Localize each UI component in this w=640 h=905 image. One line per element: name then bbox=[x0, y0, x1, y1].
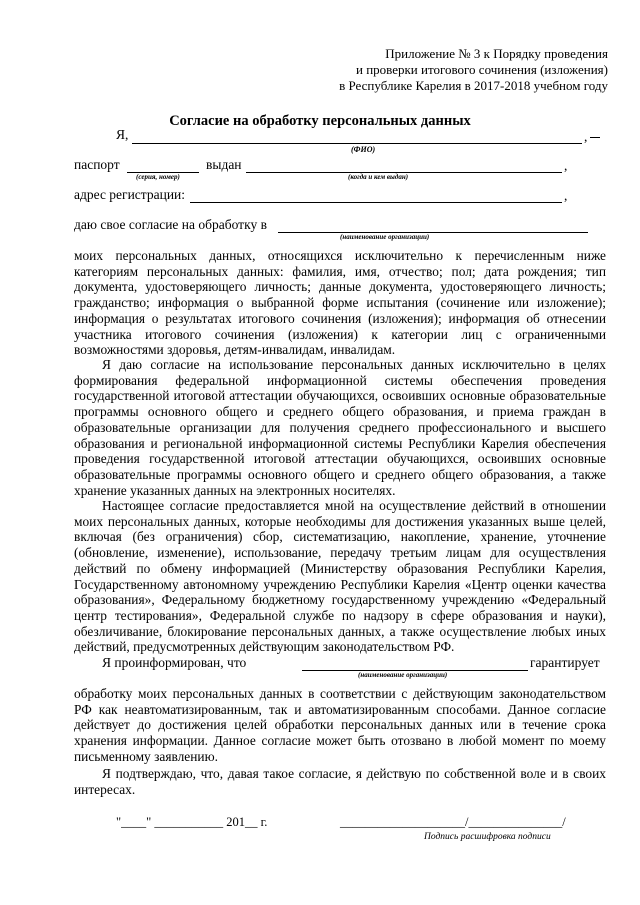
issued-comma: , bbox=[564, 158, 568, 173]
informed-label: Я проинформирован, что bbox=[102, 655, 247, 670]
consent-label: даю свое согласие на обработку в bbox=[74, 217, 267, 232]
issued-label: выдан bbox=[206, 157, 242, 172]
fio-field[interactable] bbox=[132, 143, 582, 144]
header-line-3: в Республике Карелия в 2017-2018 учебном году bbox=[339, 78, 608, 93]
paragraph-processing: обработку моих персональных данных в соответствии с действующим законодательством РФ как неавтоматизированным, так и автоматизированным способами. Данное согласие действует до достижения целей обработки персональных данных или в течение срока хранения информации. Данное согласие может быть отозвано в любой момент по моему письменному заявлению. bbox=[74, 686, 606, 764]
series-caption: (серия, номер) bbox=[136, 173, 180, 181]
organization-caption: (наименование организации) bbox=[340, 233, 430, 241]
paragraph-actions: Настоящее согласие предоставляется мной на осуществление действий в отношении моих персональных данных, которые необходимы для достижения указанных выше целей, включая (без ограничения) сбор, систематизацию, накопление, хранение, уточнение (обновление, изменение), использование, передачу третьим лицам для осуществления действий по обмену информацией (Министерству образования Республики Карелия, Государственному автономному учреждению Республики Карелия «Центр оценки качества образования», Федеральному бюджетному государственному учреждению «Федеральный центр тестирования», Федеральной службе по надзору в сфере образования и науки), обезличивание, блокирование персональных данных, а также осуществление любых иных действий, предусмотренных действующим законодательством РФ. bbox=[74, 498, 606, 655]
informed-caption: (наименование организации) bbox=[358, 671, 448, 679]
paragraph-purpose: Я даю согласие на использование персональных данных исключительно в целях формирования федеральной информационной системы обеспечения проведения государственной итоговой аттестации обучающихся, освоивших основные образовательные программы основного общего и среднего общего образования, и приема граждан в образовательные организации для получения среднего профессионального и высшего образования и региональной информационной системы Республики Карелия обеспечения проведения государственной итоговой аттестации обучающихся, освоивших основные образовательные программы основного общего и среднего общего образования, а также хранение указанных данных на электронных носителях. bbox=[74, 357, 606, 498]
date-line[interactable]: "____" ___________ 201__ г. bbox=[116, 815, 268, 829]
fio-caption: (ФИО) bbox=[351, 145, 376, 154]
paragraph-data-categories: моих персональных данных, относящихся исключительно к перечисленным ниже категориям персональных данных: фамилия, имя, отчество; пол; дата рождения; тип документа, удостоверяющего личность; данные документа, удостоверяющего личность; гражданство; информация о выбранной форме испытания (сочинение или изложение); информация о результатах итогового сочинения (изложения); информация об отнесении участника итогового сочинения (изложения) к категории лиц с ограниченными возможностями здоровья, детям-инвалидам, инвалидам. bbox=[74, 248, 606, 358]
address-label: адрес регистрации: bbox=[74, 187, 186, 202]
guarantees-label: гарантирует bbox=[530, 655, 600, 670]
address-comma: , bbox=[564, 188, 568, 203]
issued-caption: (когда и кем выдан) bbox=[348, 173, 409, 181]
paragraph-confirmation: Я подтверждаю, что, давая такое согласие, я действую по собственной воле и в своих интересах. bbox=[74, 766, 606, 797]
header-line-1: Приложение № 3 к Порядку проведения bbox=[385, 46, 608, 61]
header-line-2: и проверки итогового сочинения (изложения) bbox=[356, 62, 608, 77]
appendix-header bbox=[339, 46, 608, 94]
address-field[interactable] bbox=[190, 202, 562, 203]
fio-comma: , bbox=[584, 129, 588, 144]
fio-tail-line bbox=[590, 137, 600, 138]
signature-caption: Подпись расшифровка подписи bbox=[424, 832, 551, 842]
ya-label: Я, bbox=[116, 127, 129, 142]
document-title: Согласие на обработку персональных данных bbox=[169, 113, 471, 129]
passport-label: паспорт bbox=[74, 157, 120, 172]
signature-line[interactable]: ____________________/_______________/ bbox=[340, 815, 566, 829]
organization-field[interactable] bbox=[278, 232, 588, 233]
